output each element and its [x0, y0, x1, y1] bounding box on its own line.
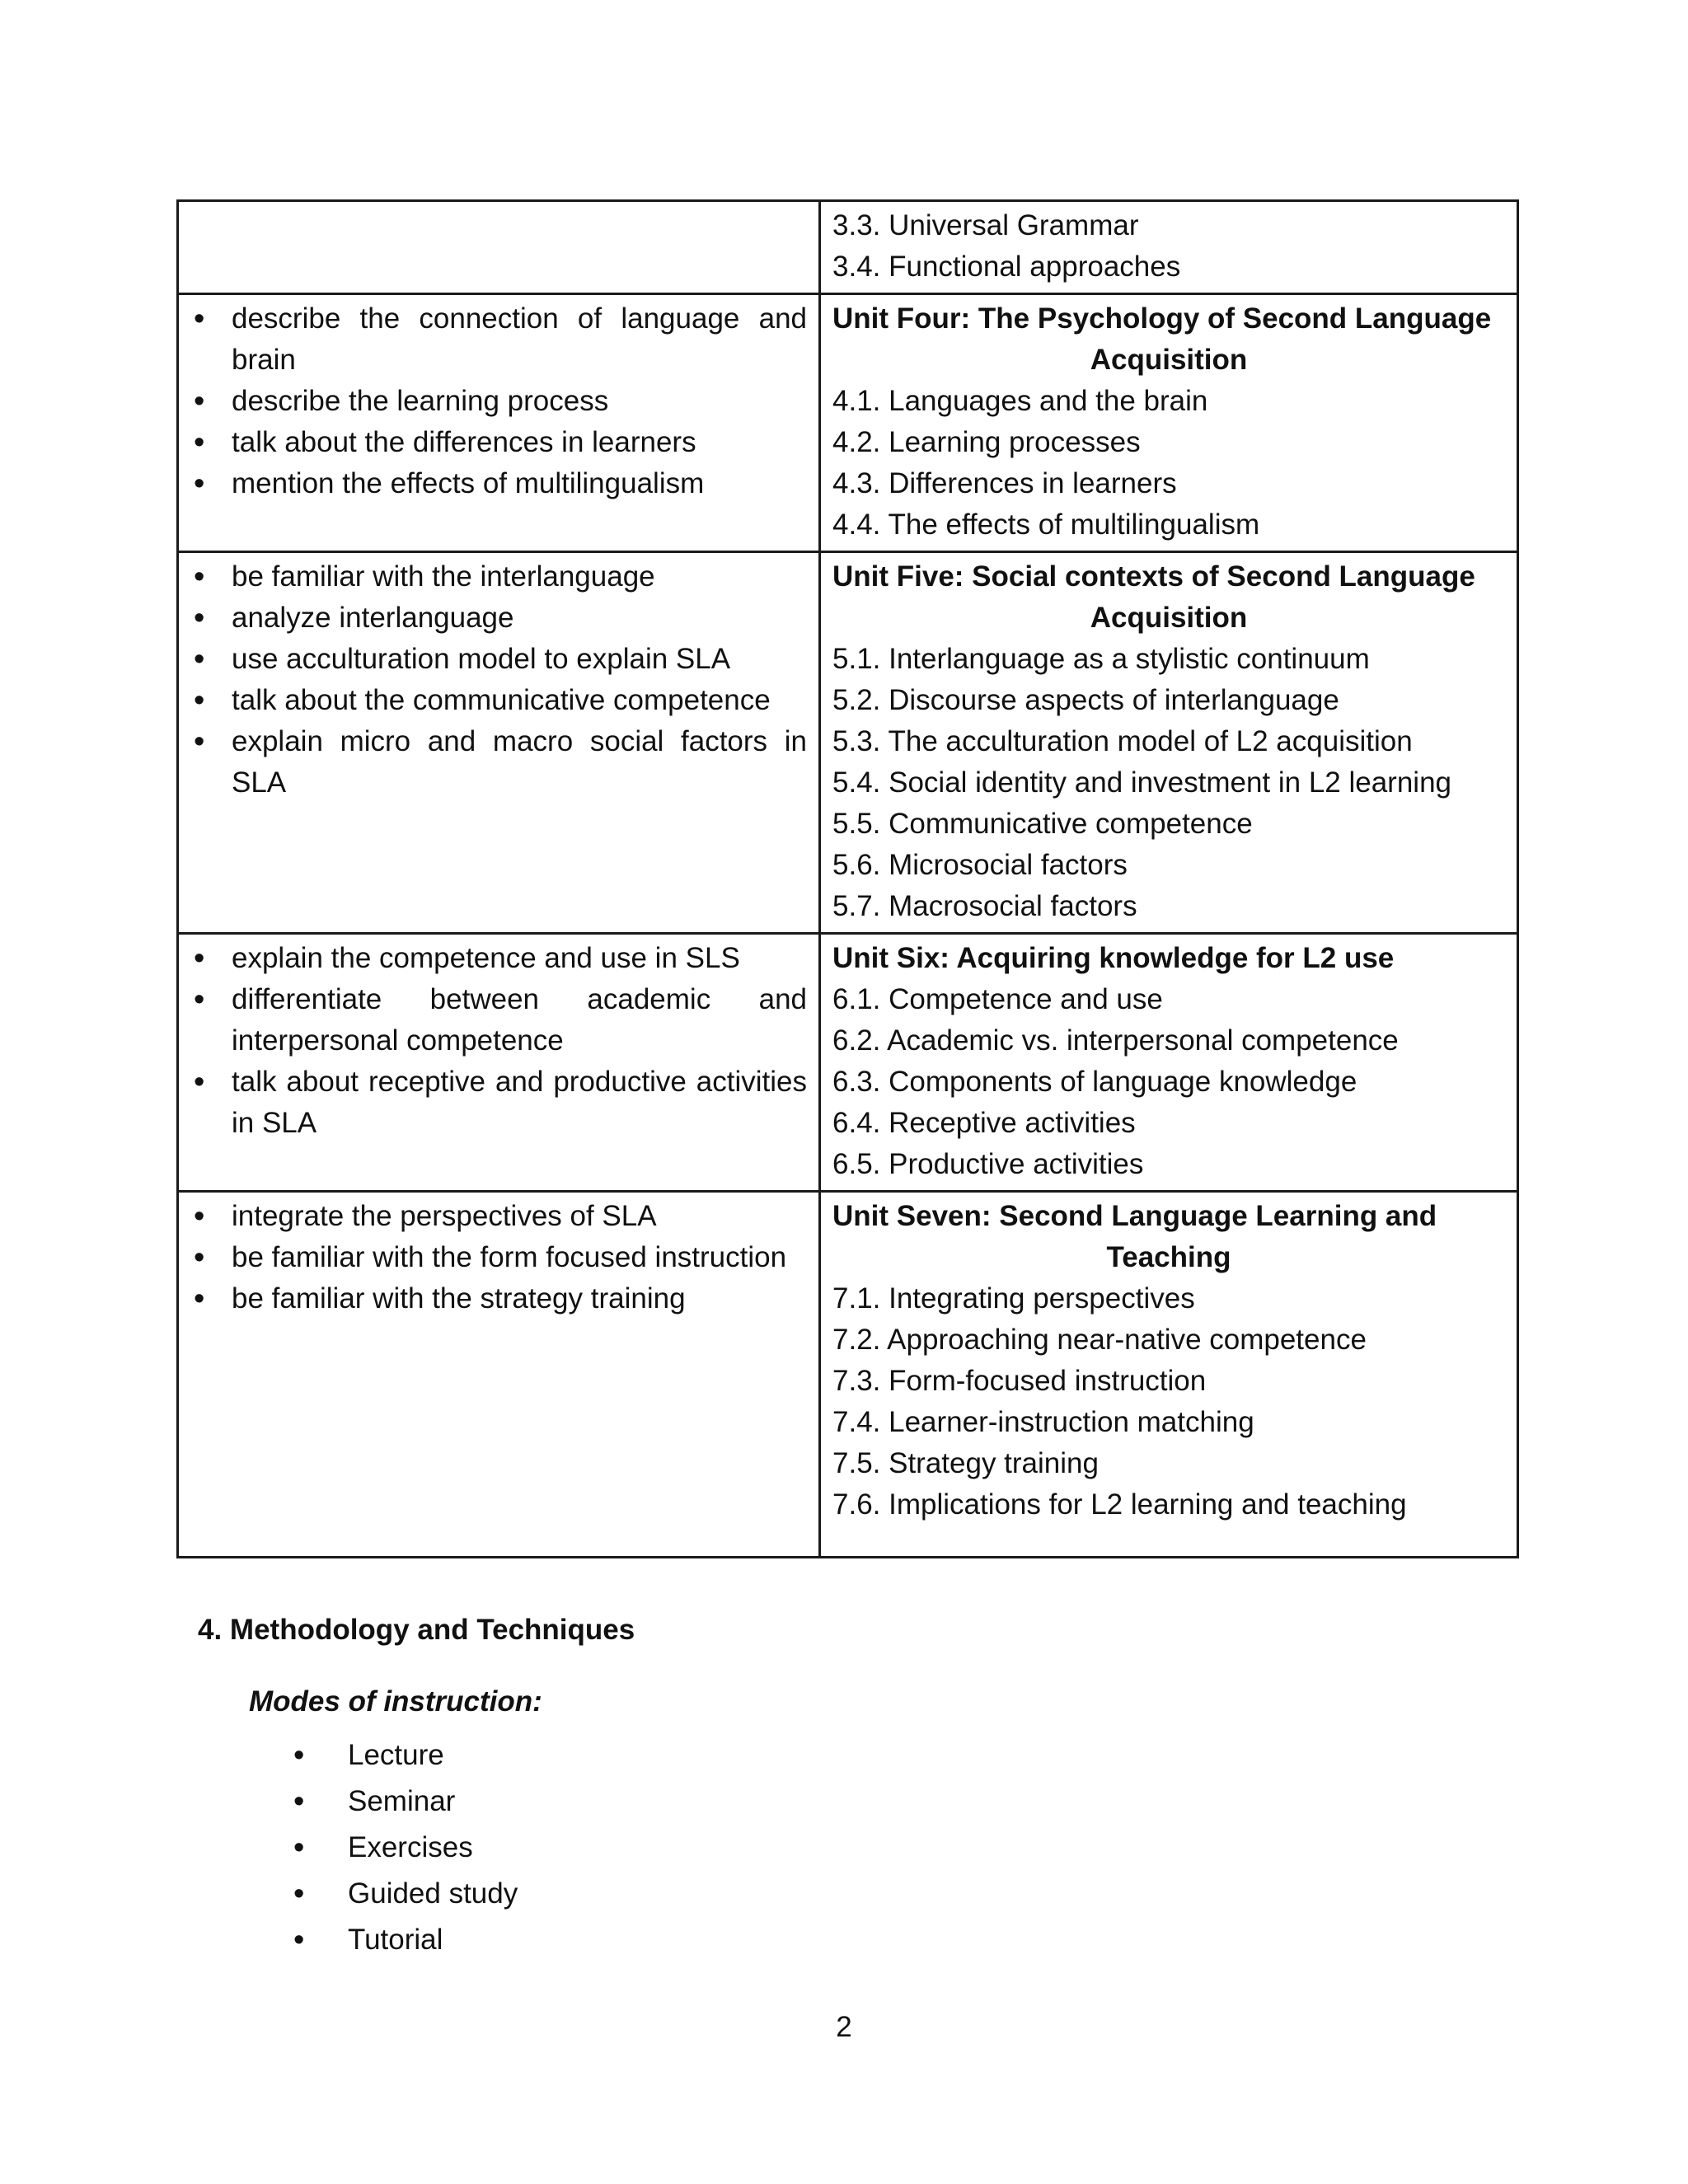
- objective-item: • describe the learning process: [190, 381, 807, 422]
- topics-list: [832, 1278, 1505, 1526]
- topic-item: 4.2. Learning processes: [832, 426, 1141, 458]
- topic-item: 3.4. Functional approaches: [832, 251, 1181, 283]
- mode-item: • Exercises: [288, 1825, 518, 1871]
- unit-title: [832, 298, 1505, 381]
- mode-item: • Seminar: [288, 1779, 518, 1825]
- topics-list: [832, 639, 1505, 927]
- content-cell: [820, 294, 1518, 552]
- content-cell: [820, 1192, 1518, 1558]
- objectives-cell: [178, 294, 820, 552]
- objectives-list: [190, 298, 807, 504]
- objective-item: • be familiar with the form focused instruction: [190, 1237, 807, 1278]
- objective-item: • be familiar with the interlanguage: [190, 556, 807, 598]
- topic-item: 6.1. Competence and use: [832, 983, 1163, 1015]
- unit-title-continuation: Teaching: [1106, 1241, 1231, 1273]
- table-row: [178, 201, 1518, 294]
- objectives-list: [190, 556, 807, 804]
- topic-item: 7.4. Learner-instruction matching: [832, 1406, 1254, 1438]
- topic-item: 5.2. Discourse aspects of interlanguage: [832, 684, 1339, 716]
- unit-title: [832, 556, 1505, 639]
- unit-title-line: Unit Five: Social contexts of Second Language: [832, 560, 1475, 593]
- objective-item: • talk about the communicative competence: [190, 680, 807, 721]
- page-number: 2: [836, 2011, 852, 2043]
- mode-item: • Lecture: [288, 1732, 518, 1779]
- topic-item: 3.3. Universal Grammar: [832, 209, 1139, 241]
- modes-heading: Modes of instruction:: [249, 1685, 542, 1718]
- objective-item: • talk about the differences in learners: [190, 422, 807, 463]
- topic-item: 5.5. Communicative competence: [832, 808, 1253, 840]
- objective-item: • talk about receptive and productive activities in SLA: [190, 1062, 807, 1144]
- topic-item: 6.4. Receptive activities: [832, 1107, 1136, 1139]
- objective-item: • explain micro and macro social factors in SLA: [190, 721, 807, 804]
- objective-item: • use acculturation model to explain SLA: [190, 639, 807, 680]
- objectives-list: [190, 1196, 807, 1319]
- course-table-body: [178, 201, 1518, 1558]
- topic-item: 7.2. Approaching near-native competence: [832, 1324, 1367, 1356]
- topic-item: 5.6. Microsocial factors: [832, 849, 1128, 881]
- section-heading: 4. Methodology and Techniques: [198, 1614, 635, 1646]
- content-cell: [820, 934, 1518, 1192]
- unit-title-line: Unit Six: Acquiring knowledge for L2 use: [832, 942, 1395, 974]
- mode-item: • Tutorial: [288, 1917, 518, 1963]
- topic-item: 5.1. Interlanguage as a stylistic continuum: [832, 643, 1370, 675]
- objectives-cell: [178, 552, 820, 934]
- course-content-table: [176, 199, 1519, 1558]
- topics-list: [832, 979, 1505, 1185]
- objective-item: • mention the effects of multilingualism: [190, 463, 807, 504]
- modes-list: [288, 1732, 518, 1963]
- objective-item: • integrate the perspectives of SLA: [190, 1196, 807, 1237]
- table-row: [178, 1192, 1518, 1558]
- topic-item: 7.1. Integrating perspectives: [832, 1282, 1195, 1315]
- topic-item: 5.7. Macrosocial factors: [832, 890, 1137, 922]
- topic-item: 7.3. Form-focused instruction: [832, 1365, 1207, 1397]
- objectives-cell: [178, 1192, 820, 1558]
- topic-item: 4.3. Differences in learners: [832, 467, 1177, 499]
- topic-item: 5.4. Social identity and investment in L2 learning: [832, 766, 1452, 799]
- mode-item: • Guided study: [288, 1871, 518, 1917]
- content-cell: [820, 552, 1518, 934]
- content-cell: [820, 201, 1518, 294]
- objective-item: • analyze interlanguage: [190, 598, 807, 639]
- table-row: [178, 934, 1518, 1192]
- objectives-cell: [178, 201, 820, 294]
- objective-item: • describe the connection of language and brain: [190, 298, 807, 381]
- objective-item: • be familiar with the strategy training: [190, 1278, 807, 1319]
- topics-list: [832, 205, 1505, 288]
- topic-item: 7.5. Strategy training: [832, 1447, 1099, 1479]
- table-row: [178, 294, 1518, 552]
- unit-title-continuation: Acquisition: [1090, 344, 1248, 376]
- topic-item: 6.3. Components of language knowledge: [832, 1066, 1357, 1098]
- unit-title-line: Unit Seven: Second Language Learning and: [832, 1200, 1437, 1232]
- unit-title: [832, 938, 1505, 979]
- topic-item: 6.5. Productive activities: [832, 1148, 1144, 1180]
- objective-item: • differentiate between academic and interpersonal competence: [190, 979, 807, 1062]
- table-row: [178, 552, 1518, 934]
- topics-list: [832, 381, 1505, 546]
- unit-title-line: Unit Four: The Psychology of Second Language: [832, 302, 1492, 335]
- topic-item: 5.3. The acculturation model of L2 acquisition: [832, 725, 1413, 757]
- objective-item: • explain the competence and use in SLS: [190, 938, 807, 979]
- objectives-cell: [178, 934, 820, 1192]
- topic-item: 4.4. The effects of multilingualism: [832, 509, 1260, 541]
- topic-item: 4.1. Languages and the brain: [832, 385, 1208, 417]
- topic-item: 6.2. Academic vs. interpersonal competence: [832, 1024, 1399, 1057]
- topic-item: 7.6. Implications for L2 learning and teaching: [832, 1488, 1407, 1521]
- objectives-list: [190, 938, 807, 1144]
- unit-title: [832, 1196, 1505, 1278]
- unit-title-continuation: Acquisition: [1090, 602, 1248, 634]
